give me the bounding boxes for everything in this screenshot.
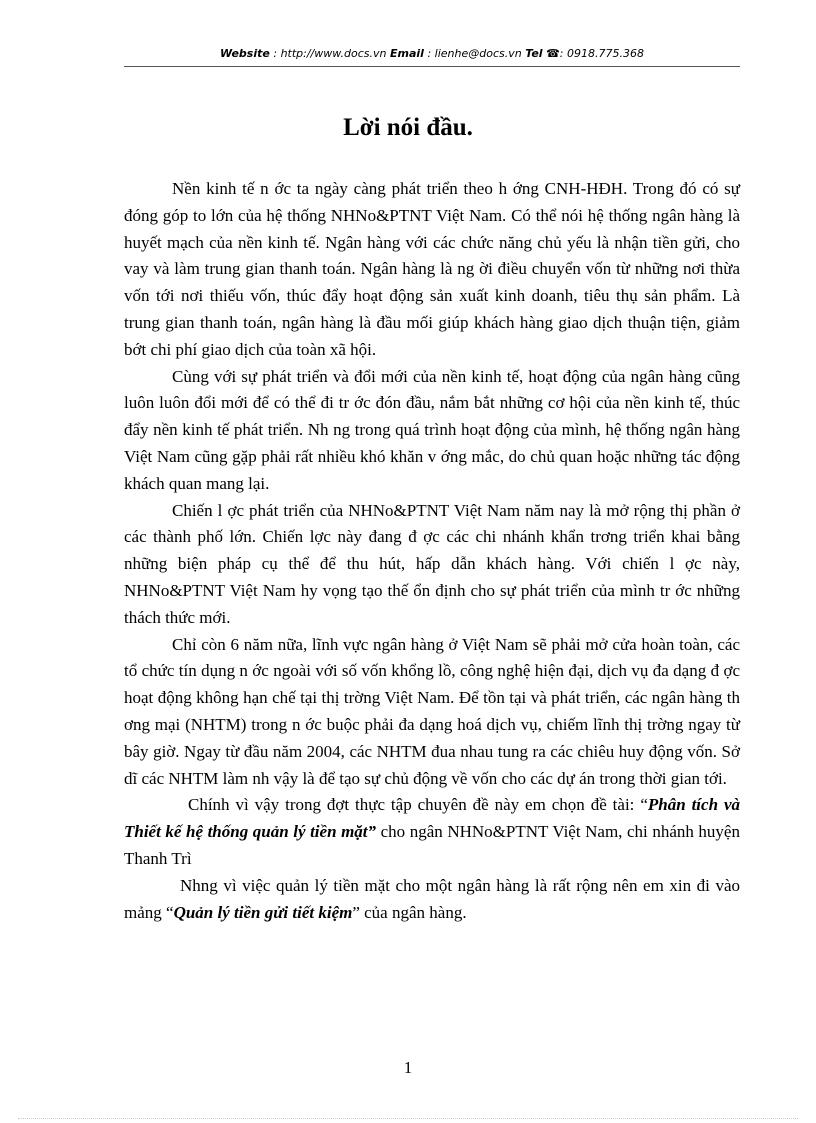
paragraph-6 [124, 873, 740, 927]
page-bottom-dotted-edge [18, 1118, 798, 1119]
page-number: 1 [403, 1058, 413, 1077]
website-label: Website [220, 47, 270, 60]
header-divider [124, 66, 740, 67]
focus-topic: Quản lý tiền gửi tiết kiệm [173, 902, 353, 922]
tel-label: Tel [525, 47, 543, 60]
paragraph-6-outro: ” của ngân hàng. [352, 902, 467, 922]
tel-value: : 0918.775.368 [559, 47, 644, 60]
email-separator: : [423, 47, 435, 60]
paragraph-5 [124, 792, 740, 872]
paragraph-1: Nền kinh tế n ớc ta ngày càng phát triển theo h ớng CNH-HĐH. Trong đó có sự đóng góp to lớn của hệ thống NHNo&PTNT Việt Nam. Có thể nói hệ thống ngân hàng là huyết mạch của nền kinh tế. Ngân hàng với các chức năng chủ yếu là nhận tiền gửi, cho vay và làm trung gian thanh toán. Ngân hàng là ng ời điều chuyển vốn từ những nơi thừa vốn tới nơi thiếu vốn, thúc đẩy hoạt động sản xuất kinh doanh, tiêu thụ sản phẩm. Là trung gian thanh toán, ngân hàng là đầu mối giúp khách hàng giao dịch thuận tiện, giảm bớt chi phí giao dịch của toàn xã hội. [124, 179, 740, 359]
document-body [124, 176, 740, 926]
paragraph-4: Chỉ còn 6 năm nữa, lĩnh vực ngân hàng ở Việt Nam sẽ phải mở cửa hoàn toàn, các tổ chức tín dụng n ớc ngoài với số vốn khổng lồ, công nghệ hiện đại, dịch vụ đa dạng đ ợc hoạt động không hạn chế tại thị trờng Việt Nam. Để tồn tại và phát triển, các ngân hàng th ơng mại (NHTM) trong n ớc buộc phải đa dạng hoá dịch vụ, chiếm lĩnh thị trờng ngay từ bây giờ. Ngay từ đầu năm 2004, các NHTM đua nhau tung ra các chiêu huy động vốn. Sở dĩ các NHTM làm nh vậy là để tạo sự chủ động về vốn cho các dự án trong thời gian tới. [124, 634, 740, 788]
website-url: http://www.docs.vn [280, 47, 387, 60]
paragraph-3: Chiến l ợc phát triển của NHNo&PTNT Việt Nam năm nay là mở rộng thị phần ở các thành phố lớn. Chiến lợc này đang đ ợc các chi nhánh khẩn trơng triển khai bằng những biện pháp cụ thể để thu hút, hấp dẫn khách hàng. Với chiến l ợc này, NHNo&PTNT Việt Nam hy vọng tạo thế ổn định cho sự phát triển của mình tr ớc những thách thức mới. [124, 500, 740, 627]
thesis-topic: Phân tích và Thiết kế hệ thống quản lý tiền mặt” [124, 795, 740, 842]
website-separator: : [269, 47, 281, 60]
paragraph-6-intro: Nhng vì việc quản lý tiền mặt cho một ngân hàng là rất rộng nên em xin đi vào mảng “ [124, 875, 740, 922]
page-title: Lời nói đầu. [343, 114, 473, 141]
paragraph-2: Cùng với sự phát triển và đổi mới của nền kinh tế, hoạt động của ngân hàng cũng luôn luôn đổi mới để có thể đi tr ớc đón đầu, nắm bắt những cơ hội của nền kinh tế, thúc đẩy nền kinh tế phát triển. Nh ng trong quá trình hoạt động của mình, hệ thống ngân hàng Việt Nam cũng gặp phải rất nhiều khó khăn v ớng mắc, do chủ quan hoặc những tác động khách quan mang lại. [124, 366, 740, 493]
paragraph-5-intro: Chính vì vậy trong đợt thực tập chuyên đề này em chọn đề tài: “ [188, 795, 648, 815]
email-value: lienhe@docs.vn [434, 47, 522, 60]
phone-icon: ☎ [546, 47, 560, 60]
paragraph-5-outro: cho ngân NHNo&PTNT Việt Nam, chi nhánh huyện Thanh Trì [124, 822, 740, 868]
page-header [124, 47, 740, 67]
email-label: Email [390, 47, 424, 60]
